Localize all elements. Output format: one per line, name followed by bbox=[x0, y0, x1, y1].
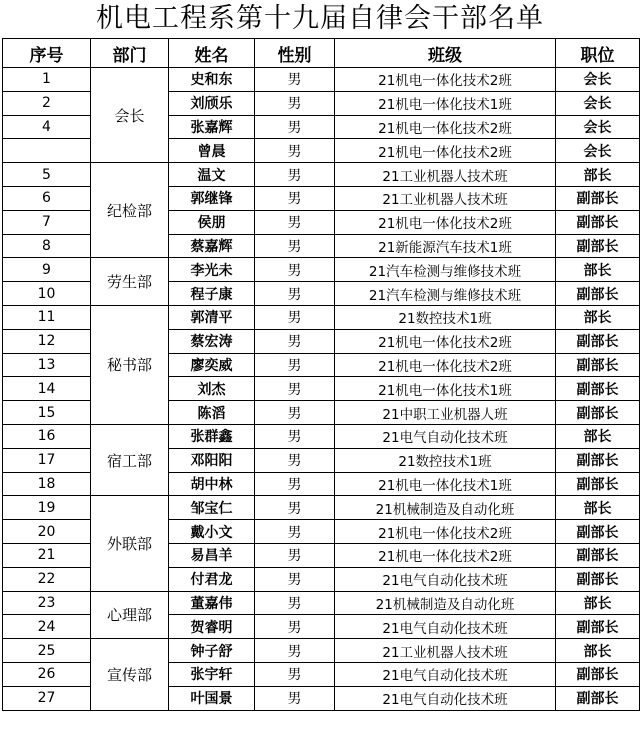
cell-name: 张宇轩 bbox=[169, 662, 255, 686]
cell-name: 郭继锋 bbox=[169, 186, 255, 210]
cell-class: 21机电一体化技术2班 bbox=[335, 543, 556, 567]
cell-position: 副部长 bbox=[556, 377, 640, 401]
cell-position: 会长 bbox=[556, 115, 640, 139]
cell-position: 部长 bbox=[556, 163, 640, 187]
cell-gender: 男 bbox=[255, 234, 335, 258]
cell-position: 副部长 bbox=[556, 543, 640, 567]
cell-no: 12 bbox=[3, 329, 91, 353]
cell-no: 21 bbox=[3, 543, 91, 567]
cell-class: 21机械制造及自动化班 bbox=[335, 496, 556, 520]
cell-gender: 男 bbox=[255, 520, 335, 544]
cell-dept: 心理部 bbox=[91, 591, 169, 639]
cell-name: 戴小文 bbox=[169, 520, 255, 544]
cell-class: 21机电一体化技术1班 bbox=[335, 377, 556, 401]
cell-class: 21工业机器人技术班 bbox=[335, 163, 556, 187]
cell-no: 8 bbox=[3, 234, 91, 258]
cell-gender: 男 bbox=[255, 329, 335, 353]
cell-class: 21机电一体化技术2班 bbox=[335, 139, 556, 163]
table-row bbox=[3, 639, 640, 663]
cell-gender: 男 bbox=[255, 424, 335, 448]
header-dept: 部门 bbox=[91, 39, 169, 68]
cell-position: 部长 bbox=[556, 424, 640, 448]
cell-dept: 劳生部 bbox=[91, 258, 169, 306]
cell-position: 副部长 bbox=[556, 662, 640, 686]
cell-no: 15 bbox=[3, 401, 91, 425]
cell-dept: 会长 bbox=[91, 68, 169, 163]
cell-name: 侯朋 bbox=[169, 210, 255, 234]
cell-no: 6 bbox=[3, 186, 91, 210]
cell-no: 7 bbox=[3, 210, 91, 234]
cell-class: 21电气自动化技术班 bbox=[335, 424, 556, 448]
cell-gender: 男 bbox=[255, 353, 335, 377]
cell-position: 副部长 bbox=[556, 401, 640, 425]
cell-class: 21新能源汽车技术1班 bbox=[335, 234, 556, 258]
cell-no: 9 bbox=[3, 258, 91, 282]
cell-no: 13 bbox=[3, 353, 91, 377]
cell-class: 21电气自动化技术班 bbox=[335, 567, 556, 591]
cell-name: 董嘉伟 bbox=[169, 591, 255, 615]
roster-table bbox=[2, 38, 640, 711]
cell-gender: 男 bbox=[255, 639, 335, 663]
cell-gender: 男 bbox=[255, 472, 335, 496]
cell-gender: 男 bbox=[255, 68, 335, 92]
cell-gender: 男 bbox=[255, 282, 335, 306]
cell-no: 23 bbox=[3, 591, 91, 615]
cell-position: 部长 bbox=[556, 496, 640, 520]
cell-class: 21汽车检测与维修技术班 bbox=[335, 258, 556, 282]
header-gender: 性别 bbox=[255, 39, 335, 68]
cell-class: 21机械制造及自动化班 bbox=[335, 591, 556, 615]
cell-position: 副部长 bbox=[556, 186, 640, 210]
table-row bbox=[3, 68, 640, 92]
cell-name: 付君龙 bbox=[169, 567, 255, 591]
cell-name: 程子康 bbox=[169, 282, 255, 306]
cell-position: 副部长 bbox=[556, 329, 640, 353]
cell-class: 21电气自动化技术班 bbox=[335, 662, 556, 686]
cell-class: 21电气自动化技术班 bbox=[335, 686, 556, 710]
table-row bbox=[3, 305, 640, 329]
cell-no: 19 bbox=[3, 496, 91, 520]
cell-position: 部长 bbox=[556, 639, 640, 663]
cell-dept: 秘书部 bbox=[91, 305, 169, 424]
cell-name: 张嘉辉 bbox=[169, 115, 255, 139]
cell-class: 21机电一体化技术2班 bbox=[335, 353, 556, 377]
header-no: 序号 bbox=[3, 39, 91, 68]
cell-name: 刘杰 bbox=[169, 377, 255, 401]
cell-no: 27 bbox=[3, 686, 91, 710]
cell-gender: 男 bbox=[255, 448, 335, 472]
cell-no bbox=[3, 139, 91, 163]
cell-gender: 男 bbox=[255, 210, 335, 234]
cell-gender: 男 bbox=[255, 543, 335, 567]
cell-class: 21工业机器人技术班 bbox=[335, 186, 556, 210]
cell-name: 郭清平 bbox=[169, 305, 255, 329]
cell-gender: 男 bbox=[255, 615, 335, 639]
cell-no: 25 bbox=[3, 639, 91, 663]
cell-gender: 男 bbox=[255, 258, 335, 282]
cell-name: 史和东 bbox=[169, 68, 255, 92]
cell-gender: 男 bbox=[255, 163, 335, 187]
cell-gender: 男 bbox=[255, 115, 335, 139]
cell-no: 10 bbox=[3, 282, 91, 306]
cell-position: 会长 bbox=[556, 139, 640, 163]
cell-position: 副部长 bbox=[556, 210, 640, 234]
cell-dept: 纪检部 bbox=[91, 163, 169, 258]
cell-no: 16 bbox=[3, 424, 91, 448]
cell-class: 21机电一体化技术2班 bbox=[335, 329, 556, 353]
cell-no: 4 bbox=[3, 115, 91, 139]
cell-gender: 男 bbox=[255, 496, 335, 520]
cell-no: 24 bbox=[3, 615, 91, 639]
cell-class: 21电气自动化技术班 bbox=[335, 615, 556, 639]
cell-name: 贺睿明 bbox=[169, 615, 255, 639]
cell-no: 18 bbox=[3, 472, 91, 496]
cell-name: 蔡宏涛 bbox=[169, 329, 255, 353]
cell-name: 温文 bbox=[169, 163, 255, 187]
cell-name: 邓阳阳 bbox=[169, 448, 255, 472]
cell-name: 张群鑫 bbox=[169, 424, 255, 448]
cell-class: 21数控技术1班 bbox=[335, 305, 556, 329]
cell-position: 副部长 bbox=[556, 353, 640, 377]
cell-dept: 宿工部 bbox=[91, 424, 169, 495]
table-row bbox=[3, 258, 640, 282]
header-class: 班级 bbox=[335, 39, 556, 68]
cell-gender: 男 bbox=[255, 591, 335, 615]
cell-name: 陈滔 bbox=[169, 401, 255, 425]
cell-position: 副部长 bbox=[556, 567, 640, 591]
cell-name: 刘颀乐 bbox=[169, 91, 255, 115]
cell-class: 21数控技术1班 bbox=[335, 448, 556, 472]
cell-position: 部长 bbox=[556, 305, 640, 329]
table-row bbox=[3, 424, 640, 448]
cell-name: 胡中林 bbox=[169, 472, 255, 496]
cell-position: 副部长 bbox=[556, 472, 640, 496]
cell-name: 蔡嘉辉 bbox=[169, 234, 255, 258]
cell-position: 副部长 bbox=[556, 520, 640, 544]
cell-gender: 男 bbox=[255, 377, 335, 401]
cell-no: 17 bbox=[3, 448, 91, 472]
table-row bbox=[3, 591, 640, 615]
cell-position: 副部长 bbox=[556, 282, 640, 306]
cell-class: 21工业机器人技术班 bbox=[335, 639, 556, 663]
cell-class: 21机电一体化技术2班 bbox=[335, 520, 556, 544]
cell-name: 曾晨 bbox=[169, 139, 255, 163]
cell-position: 副部长 bbox=[556, 234, 640, 258]
cell-no: 14 bbox=[3, 377, 91, 401]
cell-position: 会长 bbox=[556, 68, 640, 92]
cell-class: 21机电一体化技术2班 bbox=[335, 210, 556, 234]
cell-class: 21机电一体化技术1班 bbox=[335, 472, 556, 496]
cell-name: 叶国景 bbox=[169, 686, 255, 710]
cell-no: 1 bbox=[3, 68, 91, 92]
cell-class: 21机电一体化技术2班 bbox=[335, 68, 556, 92]
page-title: 机电工程系第十九届自律会干部名单 bbox=[96, 3, 544, 34]
cell-class: 21机电一体化技术1班 bbox=[335, 91, 556, 115]
cell-position: 部长 bbox=[556, 591, 640, 615]
cell-name: 廖奕威 bbox=[169, 353, 255, 377]
cell-dept: 宣传部 bbox=[91, 639, 169, 710]
cell-name: 李光未 bbox=[169, 258, 255, 282]
cell-gender: 男 bbox=[255, 567, 335, 591]
cell-position: 部长 bbox=[556, 258, 640, 282]
cell-gender: 男 bbox=[255, 305, 335, 329]
cell-gender: 男 bbox=[255, 686, 335, 710]
cell-class: 21中职工业机器人班 bbox=[335, 401, 556, 425]
cell-gender: 男 bbox=[255, 662, 335, 686]
cell-class: 21机电一体化技术2班 bbox=[335, 115, 556, 139]
cell-name: 钟子舒 bbox=[169, 639, 255, 663]
cell-position: 副部长 bbox=[556, 686, 640, 710]
cell-position: 副部长 bbox=[556, 615, 640, 639]
cell-class: 21汽车检测与维修技术班 bbox=[335, 282, 556, 306]
table-row bbox=[3, 496, 640, 520]
cell-name: 邹宝仁 bbox=[169, 496, 255, 520]
cell-position: 副部长 bbox=[556, 448, 640, 472]
header-position: 职位 bbox=[556, 39, 640, 68]
cell-no: 5 bbox=[3, 163, 91, 187]
cell-no: 2 bbox=[3, 91, 91, 115]
cell-gender: 男 bbox=[255, 186, 335, 210]
table-row bbox=[3, 163, 640, 187]
cell-gender: 男 bbox=[255, 91, 335, 115]
cell-no: 20 bbox=[3, 520, 91, 544]
cell-no: 26 bbox=[3, 662, 91, 686]
cell-position: 会长 bbox=[556, 91, 640, 115]
cell-gender: 男 bbox=[255, 401, 335, 425]
cell-name: 易昌羊 bbox=[169, 543, 255, 567]
cell-dept: 外联部 bbox=[91, 496, 169, 591]
cell-no: 22 bbox=[3, 567, 91, 591]
header-name: 姓名 bbox=[169, 39, 255, 68]
cell-gender: 男 bbox=[255, 139, 335, 163]
header-row bbox=[3, 39, 640, 68]
cell-no: 11 bbox=[3, 305, 91, 329]
